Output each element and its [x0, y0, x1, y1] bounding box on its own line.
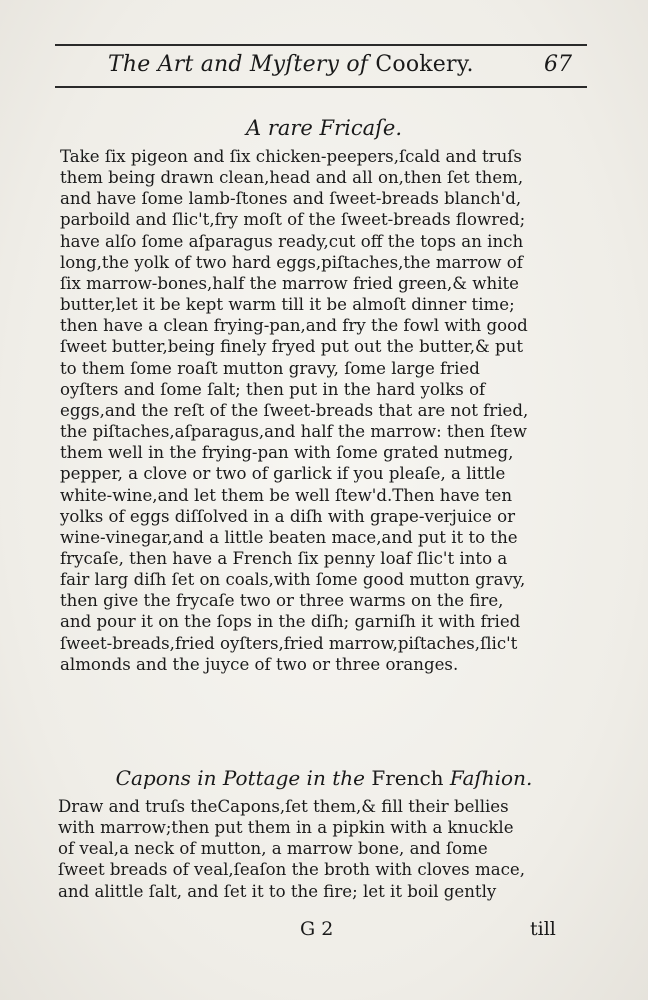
recipe-body-fricase — [60, 146, 570, 675]
text-line: then give the frycaſe two or three warms on the fire, — [60, 591, 504, 611]
text-line: and have ſome lamb-ſtones and ſweet-breads blanch'd, — [60, 189, 522, 209]
header-rule-bottom — [55, 86, 587, 88]
text-line: to them ſome roaſt mutton gravy, ſome large fried — [60, 358, 480, 378]
text-line: almonds and the juyce of two or three oranges. — [60, 654, 459, 674]
recipe-title-capons — [0, 766, 648, 790]
running-head-roman: Cookery. — [375, 52, 474, 77]
header-rule-top — [55, 44, 587, 46]
recipe-title-fricase: A rare Fricaſe. — [245, 116, 403, 140]
text-line: ſweet breads of veal,ſeaſon the broth with cloves mace, — [58, 860, 525, 880]
text-line: butter,let it be kept warm till it be almoſt dinner time; — [60, 295, 515, 315]
text-line: then have a clean frying-pan,and fry the fowl with good — [60, 316, 528, 336]
text-line: Draw and truſs theCapons,ſet them,& fill their bellies — [58, 797, 509, 816]
text-line: them being drawn clean,head and all on,then ſet them, — [60, 168, 524, 188]
running-head — [108, 52, 474, 77]
text-line: have alſo ſome aſparagus ready,cut off the tops an inch — [60, 231, 524, 251]
text-line: them well in the frying-pan with ſome grated nutmeg, — [60, 443, 514, 463]
text-line: with marrow;then put them in a pipkin with a knuckle — [58, 818, 514, 838]
text-line: ſweet butter,being finely fryed put out the butter,& put — [60, 337, 524, 357]
text-line: long,the yolk of two hard eggs,piſtaches,the marrow of — [60, 252, 523, 272]
text-line: and pour it on the ſops in the diſh; garniſh it with fried — [60, 612, 521, 632]
text-line: white-wine,and let them be well ſtew'd.Then have ten — [60, 485, 513, 505]
recipe-title-capons-italic-1: Capons in Pottage in the — [115, 766, 372, 790]
text-line: Take ſix pigeon and ſix chicken-peepers,ſcald and truſs — [60, 147, 522, 166]
catchword: till — [530, 918, 556, 940]
text-line: eggs,and the reſt of the ſweet-breads that are not fried, — [60, 400, 529, 420]
text-line: frycaſe, then have a French ſix penny loaf ſlic't into a — [60, 548, 508, 568]
text-line: yolks of eggs diſſolved in a diſh with grape-verjuice or — [60, 506, 516, 526]
recipe-title-capons-roman: French — [371, 766, 444, 790]
text-line: the piſtaches,aſparagus,and half the marrow: then ſtew — [60, 422, 527, 442]
text-line: pepper, a clove or two of garlick if you pleaſe, a little — [60, 464, 506, 484]
signature-mark: G 2 — [300, 918, 334, 940]
text-line: wine-vinegar,and a little beaten mace,and put it to the — [60, 527, 518, 547]
text-line: and alittle ſalt, and ſet it to the fire; let it boil gently — [58, 881, 497, 901]
text-line: ſweet-breads,fried oyſters,fried marrow,piſtaches,ſlic't — [60, 633, 518, 653]
recipe-title-capons-italic-2: Faſhion. — [443, 766, 533, 790]
text-line: oyſters and ſome ſalt; then put in the hard yolks of — [60, 379, 486, 399]
recipe-body-capons — [58, 796, 570, 902]
page-number: 67 — [544, 52, 572, 77]
running-head-italic: The Art and Myſtery of — [108, 52, 376, 77]
text-line: parboild and ſlic't,fry moſt of the ſweet-breads flowred; — [60, 210, 526, 230]
text-line: ſix marrow-bones,half the marrow fried green,& white — [60, 273, 519, 293]
text-line: of veal,a neck of mutton, a marrow bone, and ſome — [58, 839, 488, 859]
text-line: fair larg diſh ſet on coals,with ſome good mutton gravy, — [60, 570, 526, 590]
